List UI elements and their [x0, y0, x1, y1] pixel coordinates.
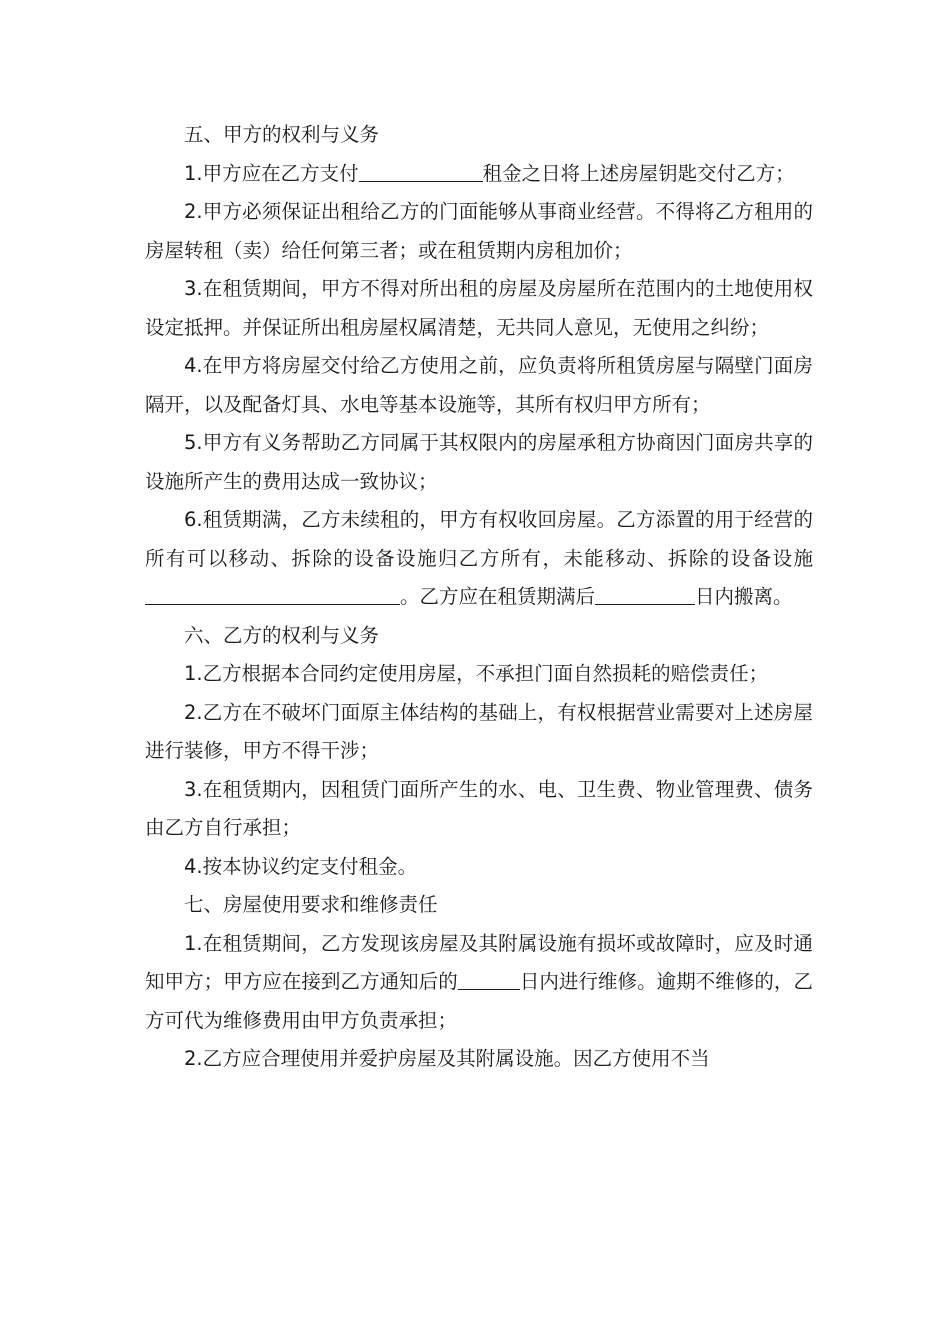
- section-6-heading: 六、乙方的权利与义务: [184, 623, 380, 647]
- fill-in-blank: [595, 584, 645, 605]
- section-5-item-1: [145, 155, 813, 194]
- section-5-item-1-text-b: 租金之日将上述房屋钥匙交付乙方；: [482, 161, 795, 185]
- fill-in-blank: [359, 160, 483, 181]
- section-7-item-2: 2.乙方应合理使用并爱护房屋及其附属设施。因乙方使用不当: [184, 1047, 710, 1070]
- section-6-item-4: 4.按本协议约定支付租金。: [184, 854, 418, 878]
- section-5-heading: 五、甲方的权利与义务: [184, 123, 380, 146]
- section-6-item-3: 3.在租赁期内，因租赁门面所产生的水、电、卫生费、物业管理费、债务由乙方自行承担；: [145, 777, 813, 839]
- fill-in-blank: [458, 969, 520, 990]
- section-6-item-2: 2.乙方在不破坏门面原主体结构的基础上，有权根据营业需要对上述房屋进行装修，甲方不得干涉；: [145, 700, 813, 762]
- section-7-item-1: [145, 925, 813, 1041]
- section-5-item-6-text-a: 6.租赁期满，乙方未续租的，甲方有权收回房屋。乙方添置的用于经营的所有可以移动、拆除的设备设施归乙方所有，未能移动、拆除的设备设施: [145, 508, 813, 570]
- section-7-heading: 七、房屋使用要求和维修责任: [184, 893, 438, 916]
- fill-in-blank: [645, 584, 695, 605]
- section-5-item-6-text-b: 。乙方应在租赁期满后: [400, 585, 596, 608]
- section-5-item-6: [145, 501, 813, 617]
- section-7-item-1-text-b: 日内进行维修。逾期不维修的，乙方可代为维修费用由甲方负责承担；: [145, 970, 813, 1032]
- section-5-item-6-text-c: 日内搬离。: [695, 585, 793, 608]
- section-7-item-1-text-a: 1.在租赁期间，乙方发现该房屋及其附属设施有损坏或故障时，应及时通知甲方；甲方应在接到乙方通知后的: [145, 931, 813, 993]
- section-5-item-3: 3.在租赁期间，甲方不得对所出租的房屋及房屋所在范围内的土地使用权设定抵押。并保证所出租房屋权属清楚，无共同人意见，无使用之纠纷；: [145, 277, 813, 339]
- section-5-item-5: 5.甲方有义务帮助乙方同属于其权限内的房屋承租方协商因门面房共享的设施所产生的费用达成一致协议；: [145, 431, 813, 493]
- contract-body: [145, 116, 813, 1079]
- section-5-item-1-text-a: 1.甲方应在乙方支付: [184, 161, 359, 185]
- section-6-item-1: 1.乙方根据本合同约定使用房屋，不承担门面自然损耗的赔偿责任；: [184, 662, 769, 685]
- section-5-item-2: 2.甲方必须保证出租给乙方的门面能够从事商业经营。不得将乙方租用的房屋转租（卖）给任何第三者；或在租赁期内房租加价；: [145, 200, 813, 262]
- fill-in-blank: [145, 584, 400, 605]
- section-5-item-4: 4.在甲方将房屋交付给乙方使用之前，应负责将所租赁房屋与隔壁门面房隔开，以及配备灯具、水电等基本设施等，其所有权归甲方所有；: [145, 354, 813, 416]
